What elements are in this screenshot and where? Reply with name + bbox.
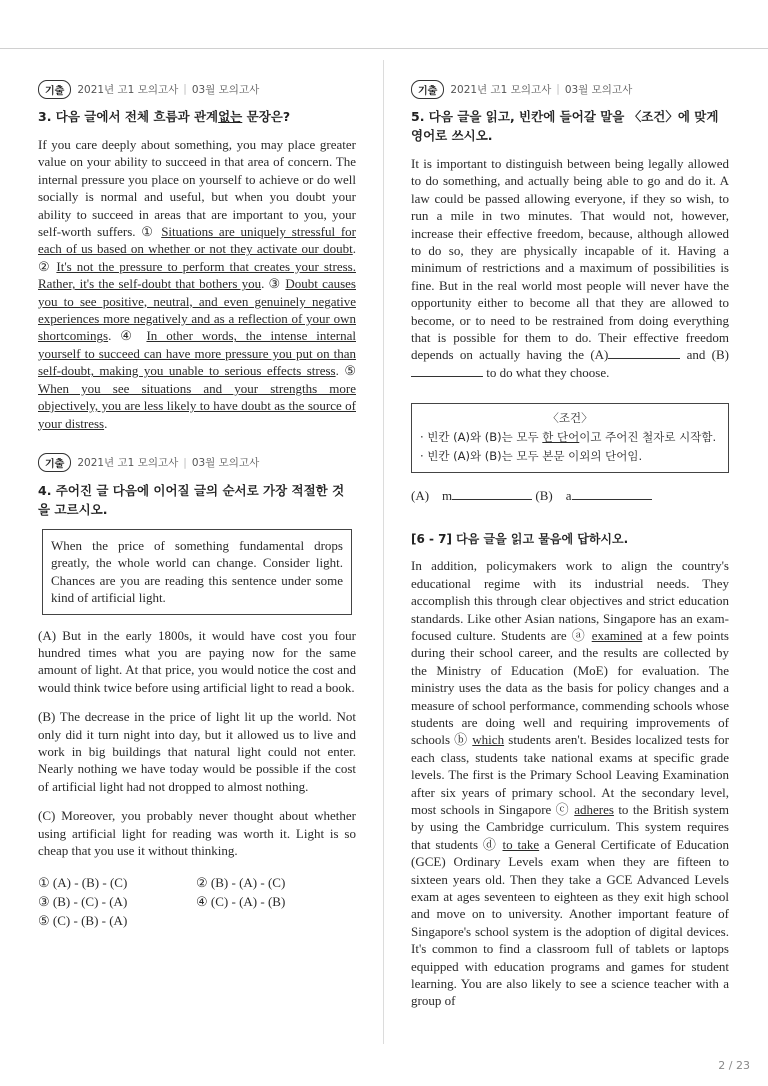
q3-passage: If you care deeply about something, you may place greater value on your ability to succeed in that area of concern. The internal pressure you place on yourself to achieve or do well socially is normal and useful, but when you doubt your ability to succeed in areas that are important to you, your self-worth suffers. ① Situations are uniquely stressful for each of us based on whether or not they activate our doubt. ② It's not the pressure to perform that creates your stress. Rather, it's the self-doubt that bothers you. ③ Doubt causes you to see positive, neutral, and even genuinely negative experiences more negatively and as a reflection of your own shortcomings. ④ In other words, the intense internal yourself to succeed can have more pressure you put on than self-doubt, making you unable to serious effects stress. ⑤ When you see situations and your strengths more objectively, you are less likely to have doubt as the source of your distress. [38, 137, 356, 431]
q3-tagline [38, 80, 356, 98]
q5-month: 03월 모의고사 [564, 83, 633, 96]
right-column [411, 80, 729, 1010]
left-column [38, 80, 356, 930]
q5-condition-box [411, 403, 729, 473]
condition-1: · 빈칸 (A)와 (B)는 모두 한 단어이고 주어진 철자로 시작함. [420, 430, 717, 445]
q4-tagline [38, 454, 356, 472]
column-divider [383, 60, 384, 1044]
q4-paragraph-b: (B) The decrease in the price of light lit up the world. Not only did it turn night into day, but it allowed us to live and work in big buildings that natural light could not enter. Nearly nothing we have today would be possible if the cost of artificial light had not dropped to almost nothing. [38, 709, 356, 794]
q4-title: 4. 주어진 글 다음에 이어질 글의 순서로 가장 적절한 것을 고르시오. [38, 482, 345, 517]
q5-tagline [411, 80, 729, 98]
q4-choices [38, 873, 356, 930]
condition-title: 〈조건〉 [547, 411, 593, 426]
q4-given-box: When the price of something fundamental drops greatly, the whole world can change. Consider light. Chances are you are reading this sentence under some kind of artificial light. [42, 529, 352, 615]
q3-badge: 기출 [38, 80, 71, 99]
choice-2[interactable]: ② (B) - (A) - (C) [196, 875, 286, 891]
q4-month: 03월 모의고사 [191, 457, 260, 470]
tag-separator: | [556, 83, 560, 95]
choice-4[interactable]: ④ (C) - (A) - (B) [196, 894, 286, 910]
q4-paragraph-a: (A) But in the early 1800s, it would have cost you four hundred times what you are paying now for the same amount of light. At that price, you would notice the cost and would think twice before using artificial light to read a book. [38, 627, 356, 695]
q4-paragraph-c: (C) Moreover, you probably never thought about whether using artificial light for reading was worth it. Light is so cheap that you use it without thinking. [38, 808, 356, 858]
q3-title: 3. 다음 글에서 전체 흐름과 관계없는 문장은? [38, 109, 291, 124]
condition-2: · 빈칸 (A)와 (B)는 모두 본문 이외의 단어임. [420, 449, 643, 464]
tag-separator: | [183, 83, 187, 95]
q5-badge: 기출 [411, 80, 444, 99]
blank-a-line [608, 346, 680, 359]
q5-passage: It is important to distinguish between being legally allowed to do something, and actually being able to go and do it. A law could be passed allowing everyone, if they so wish, to run a mile in two minutes. That would not, however, increase their effective freedom, because, although allowed to do so, they are physically incapable of it. Having a minimum of restrictions and a maximum of possibilities is fine. But in the real world most people will never have the opportunity either to become all that they are allowed to become, or to need to be restrained from doing everything that is possible for them to do. Their effective freedom depends on actually having the (A) and (B) to do what they choose. [411, 156, 729, 380]
choice-3[interactable]: ③ (B) - (C) - (A) [38, 894, 128, 910]
answer-b-blank[interactable] [572, 487, 652, 500]
tag-separator: | [183, 456, 187, 469]
choice-5[interactable]: ⑤ (C) - (B) - (A) [38, 913, 128, 929]
q4-badge: 기출 [38, 453, 71, 472]
page-number: 2 / 23 [718, 1059, 750, 1072]
blank-b-line [411, 364, 483, 377]
q3-year: 2021년 고1 모의고사 [77, 83, 179, 96]
header-rule [0, 48, 768, 49]
q5-title: 5. 다음 글을 읽고, 빈칸에 들어갈 말을 〈조건〉에 맞게 영어로 쓰시오. [411, 109, 719, 143]
q67-heading: [6 - 7] 다음 글을 읽고 물음에 답하시오. [411, 532, 629, 547]
q67-passage: In addition, policymakers work to align the country's educational regime with its industrial needs. They accomplish this through clear objectives and strict education standards. Like other Asian nations, Singapore has an exam-focused culture. Students are ⓐ examined at a few points during their school career, and the results are collected by the Ministry of Education (MoE) for evaluation. The ministry uses the data as the basis for policy changes and a measure of school performance, commending schools whose students are doing well and requiring improvements of schools ⓑ which students aren't. Besides localized tests for each class, students take national exams at specific grade levels. The first is the Primary School Leaving Examination after six years of primary school. At the secondary level, most schools in Singapore ⓒ adheres to the British system by using the Cambridge curriculum. This system requires that students ⓓ to take a General Certificate of Education (GCE) Ordinary Levels exam when they are fifteen to sixteen years old. Then they take a GCE Advanced Levels exam at ages seventeen to eighteen as they exit high school and move on to university. Another important feature of Singapore's school system is the adoption of digital devices. It's common to find a classroom full of tablets or laptops equipped with education programs and games for student learning. You are also likely to see a science teacher with a group of [411, 558, 729, 1009]
q4-year: 2021년 고1 모의고사 [77, 457, 179, 470]
q5-answer-line: (A) m (B) a [411, 487, 729, 504]
answer-a-blank[interactable] [452, 487, 532, 500]
choice-1[interactable]: ① (A) - (B) - (C) [38, 875, 128, 891]
q5-year: 2021년 고1 모의고사 [450, 83, 552, 96]
q3-month: 03월 모의고사 [191, 83, 260, 96]
